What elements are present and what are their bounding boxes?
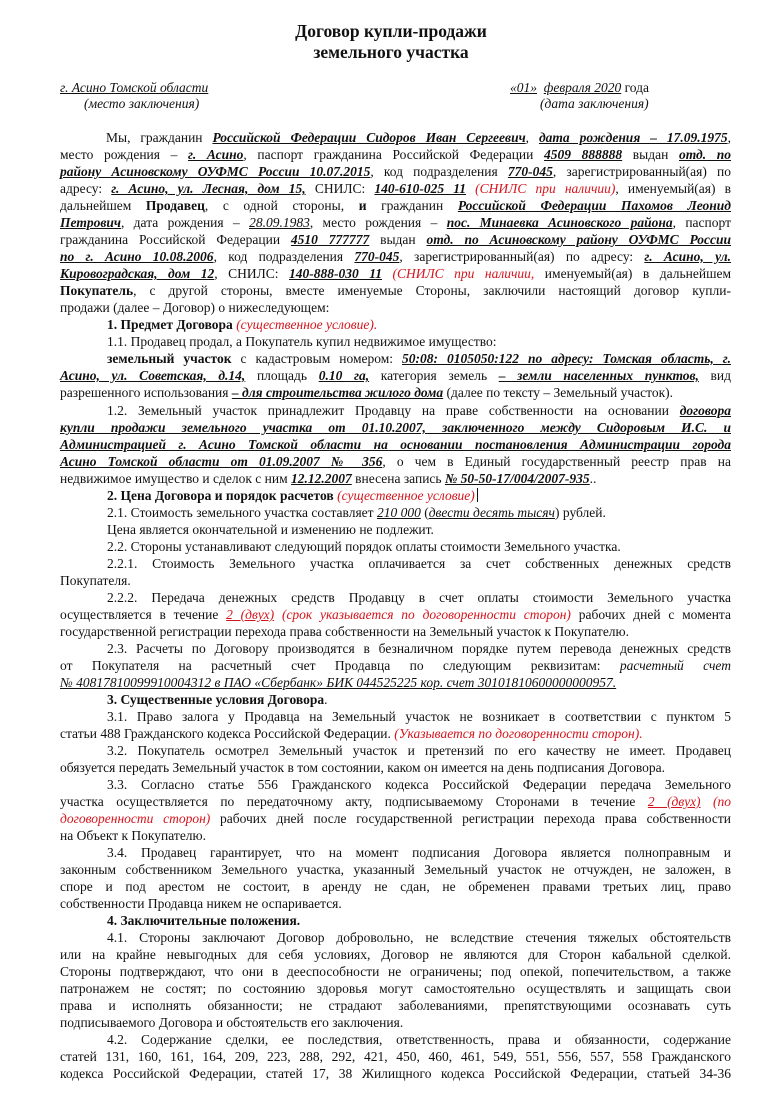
section-2-paragraph: 2.1. Стоимость земельного участка составляет 210 000 (двести десять тысяч) рублей. [107, 505, 606, 520]
section-3-paragraph: собственности Продавца никем не оспаривается. [60, 896, 342, 911]
preamble-line: Мы, гражданин Российской Федерации Сидоров Иван Сергеевич, дата рождения – 17.09.1975, [106, 130, 731, 145]
section-4-paragraph: Стороны подтверждают, что они в дееспособности не ограничены; под опекой, попечительством, а также [60, 964, 731, 979]
section-4-paragraph: статей 131, 160, 161, 164, 209, 223, 288, 292, 421, 450, 460, 461, 549, 551, 556, 557, 558 Гражданского [60, 1049, 731, 1064]
preamble-line: продажи (далее – Договор) о нижеследующем: [60, 300, 330, 315]
text-cursor [477, 488, 478, 502]
section-1-paragraph: Администрацией г. Асино Томской области на основании постановления Администрации города [60, 437, 731, 452]
section-3-paragraph: 3.2. Покупатель осмотрел Земельный участок и претензий по его качеству не имеет. Продавец [107, 743, 731, 758]
section-1-paragraph: недвижимое имущество и сделок с ним 12.12.2007 внесена запись № 50-50-17/004/2007-935.. [60, 471, 597, 486]
section-1-paragraph: Асино Томской области от 01.09.2007 № 356, о чем в Единый государственный реестр прав на [60, 454, 731, 469]
section-1-paragraph: земельный участок с кадастровым номером: 50:08: 0105050:122 по адресу: Томская область, г. [107, 351, 731, 366]
preamble-line: место рождения – г. Асино, паспорт гражданина Российской Федерации 4509 888888 выдан отд. по [60, 147, 732, 162]
section-4-paragraph: права и исполнять обязанности; не страдают заболеваниями, препятствующими осознавать суть [60, 998, 731, 1013]
section-2-paragraph: осуществляется в течение 2 (двух) (срок указывается по договоренности сторон) рабочих дней с момента [60, 607, 731, 622]
section-4-paragraph: кодекса Российской Федерации, статей 17, 38 Жилищного кодекса Российской Федерации, статьей 34-36 [60, 1066, 731, 1081]
section-1-paragraph: 1.1. Продавец продал, а Покупатель купил недвижимое имущество: [107, 334, 497, 349]
contract-date-label: (дата заключения) [540, 96, 649, 111]
section-4-heading: 4. Заключительные положения. [107, 913, 301, 928]
section-3-paragraph: 3.3. Согласно статье 556 Гражданского кодекса Российской Федерации передача Земельного [107, 777, 731, 792]
section-4-paragraph: или на крайне невыгодных для себя условиях, Договор не являются для Сторон кабальной сделкой. [60, 947, 731, 962]
preamble-line: гражданина Российской Федерации 4510 777777 выдан отд. по Асиновскому району ОУФМС России [60, 232, 732, 247]
document-title-line1: Договор купли-продажи [295, 21, 487, 41]
section-2-heading: 2. Цена Договора и порядок расчетов (существенное условие) [107, 488, 707, 504]
section-2-paragraph: 2.2.2. Передача денежных средств Продавцу в счет оплаты стоимости Земельного участка [107, 590, 731, 605]
section-2-paragraph: Покупателя. [60, 573, 131, 588]
section-3-paragraph: участка осуществляется по передаточному акту, подписываемому Сторонами в течение 2 (двух) (по [60, 794, 731, 809]
contract-place: г. Асино Томской области [60, 80, 209, 95]
section-1-paragraph: 1.2. Земельный участок принадлежит Продавцу на праве собственности на основании договора [107, 403, 731, 418]
section-2-paragraph: 2.2. Стороны устанавливают следующий порядок оплаты стоимости Земельного участка. [107, 539, 621, 554]
section-1-paragraph: Асино, ул. Советская, д.14, площадь 0.10 га, категория земель – земли населенных пунктов, вид [60, 368, 732, 383]
section-4-paragraph: 4.2. Содержание сделки, ее последствия, ответственность, права и обязанности, содержание [107, 1032, 731, 1047]
preamble-line: району Асиновскому ОУФМС России 10.07.2015, код подразделения 770-045, зарегистрированный(ая) по [60, 164, 732, 179]
section-3-paragraph: на Объект к Покупателю. [60, 828, 207, 843]
section-3-paragraph: обязуется передать Земельный участок в том состоянии, каком он имеется на день подписания Договора. [60, 760, 666, 775]
preamble-line: Петрович, дата рождения – 28.09.1983, место рождения – пос. Минаевка Асиновского района, паспорт [60, 215, 731, 230]
section-3-heading: 3. Существенные условия Договора. [107, 692, 328, 707]
preamble-line: адресу: г. Асино, ул. Лесная, дом 15, СНИЛС: 140-610-025 11 (СНИЛС при наличии), именуемый(ая) в [60, 181, 732, 196]
section-3-paragraph: статьи 488 Гражданского кодекса Российской Федерации. (Указывается по договоренности сторон). [60, 726, 643, 741]
section-3-paragraph: 3.4. Продавец гарантирует, что на момент подписания Договора является полноправным и [107, 845, 731, 860]
section-2-paragraph: 2.3. Расчеты по Договору производятся в безналичном порядке путем перевода денежных средств [107, 641, 731, 656]
section-4-paragraph: подписываемого Договора и обстоятельств его заключения. [60, 1015, 404, 1030]
section-3-paragraph: договоренности сторон) рабочих дней после государственной регистрации перехода права собственности [60, 811, 732, 826]
section-4-paragraph: 4.1. Стороны заключают Договор добровольно, не вследствие стечения тяжелых обстоятельств [107, 930, 731, 945]
section-1-paragraph: купли продажи земельного участка от 01.10.2007, заключенного между Сидоровым И.С. и [60, 420, 731, 435]
document-title-line2: земельного участка [313, 42, 469, 62]
section-1-paragraph: разрешенного использования – для строительства жилого дома (далее по тексту – Земельный участок). [60, 385, 674, 400]
preamble-line: дальнейшем Продавец, с одной стороны, и гражданин Российской Федерации Пахомов Леонид [60, 198, 731, 213]
contract-place-label: (место заключения) [84, 96, 200, 111]
preamble-line: по г. Асино 10.08.2006, код подразделения 770-045, зарегистрированный(ая) по адресу: г. Асино, ул. [60, 249, 732, 264]
section-3-paragraph: 3.1. Право залога у Продавца на Земельный участок не возникает в соответствии с пунктом 5 [107, 709, 731, 724]
section-3-paragraph: споре и под арестом не состоит, в аренду не сдан, не обременен правами третьих лиц, право [60, 879, 731, 894]
section-2-paragraph: Цена является окончательной и изменению не подлежит. [107, 522, 434, 537]
contract-date: «01» февраля 2020 года [510, 80, 650, 95]
section-2-paragraph: государственной регистрации перехода права собственности на Земельный участок к Покупателю. [60, 624, 630, 639]
preamble-line: Покупатель, с другой стороны, вместе именуемые Стороны, заключили настоящий договор купли- [60, 283, 731, 298]
preamble-line: Кировоградская, дом 12, СНИЛС: 140-888-030 11 (СНИЛС при наличии, именуемый(ая) в дальнейшем [60, 266, 732, 281]
section-4-paragraph: патронажем не состят; по состоянию здоровья могут самостоятельно осуществлять и защищать свои [60, 981, 731, 996]
section-2-paragraph: от Покупателя на расчетный счет Продавца по следующим реквизитам: расчетный счет [60, 658, 731, 673]
section-2-paragraph: 2.2.1. Стоимость Земельного участка оплачивается за счет собственных денежных средств [107, 556, 731, 571]
section-1-heading: 1. Предмет Договора (существенное условие). [107, 317, 378, 332]
section-3-paragraph: законным собственником Земельного участка, указанный Земельный участок не отчужден, не заложен, в [60, 862, 731, 877]
section-2-paragraph: № 40817810099910004312 в ПАО «Сбербанк» БИК 044525225 кор. счет 30101810600000000957. [60, 675, 617, 690]
